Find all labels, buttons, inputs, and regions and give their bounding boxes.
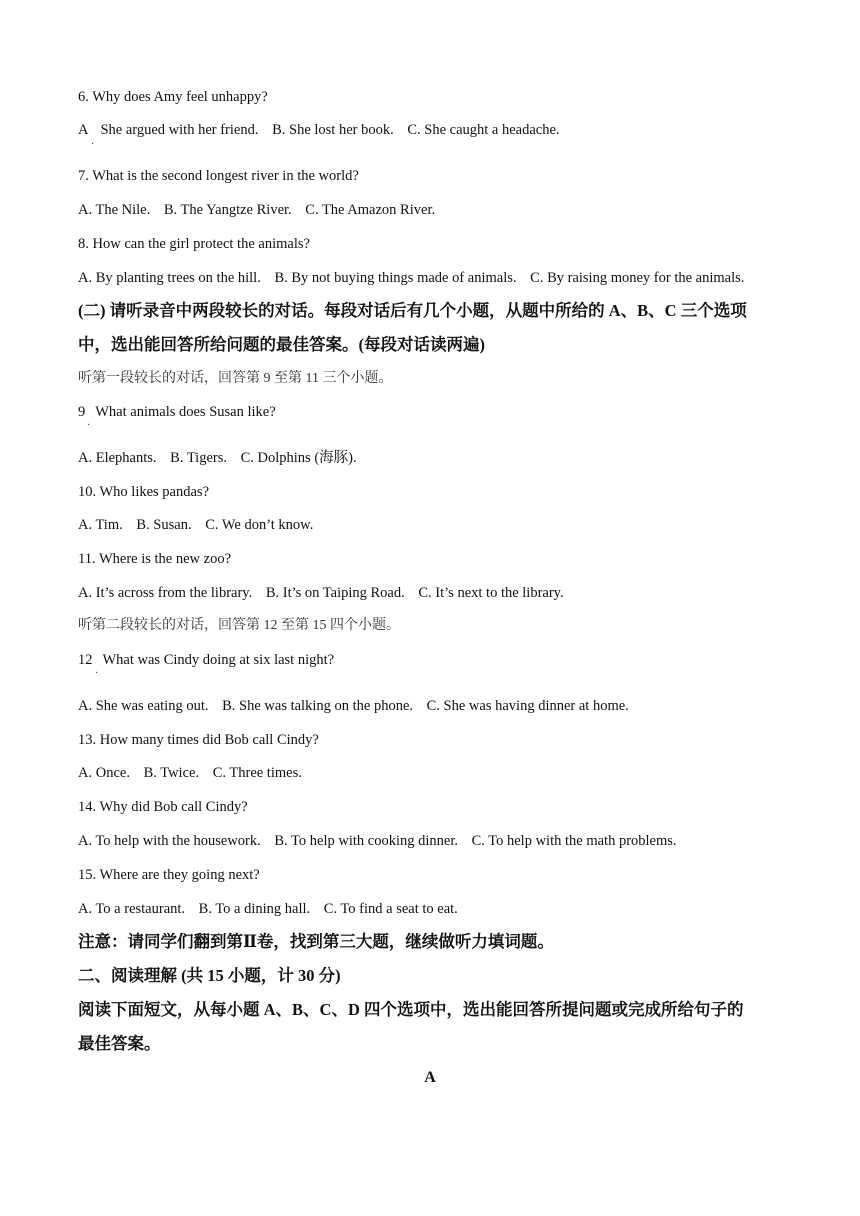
question-number: 12 [78,652,93,668]
question-12 [78,651,334,669]
question-number: 9 [78,404,86,420]
option-c: C. Dolphins (海豚). [240,450,357,466]
option-a: She argued with her friend. [100,122,259,138]
option-b: B. By not buying things made of animals. [274,270,517,286]
question-13-options [78,764,312,782]
option-prefix: A [78,122,89,138]
question-8: 8. How can the girl protect the animals? [78,236,310,252]
question-11: 11. Where is the new zoo? [78,551,232,567]
dialogue-2-note: 听第二段较长的对话，回答第 12 至第 15 四个小题。 [78,618,400,633]
question-12-options [78,697,639,715]
option-a: A. Elephants. [78,450,157,466]
dot-mark: · [91,139,95,150]
question-8-options [78,269,754,287]
question-14-options [78,832,687,850]
option-b: B. To a dining hall. [198,901,311,917]
option-c: C. She was having dinner at home. [426,698,629,714]
option-a: A. To help with the housework. [78,833,261,849]
question-15: 15. Where are they going next? [78,867,260,883]
option-b: B. Twice. [143,765,200,781]
option-a: A. By planting trees on the hill. [78,270,261,286]
question-9 [78,403,276,421]
dialogue-1-note: 听第一段较长的对话，回答第 9 至第 11 三个小题。 [78,371,393,386]
dot-mark: · [95,668,99,679]
option-b: B. The Yangtze River. [163,202,292,218]
question-10-options [78,516,323,534]
reading-section-title: 二、阅读理解 (共 15 小题，计 30 分) [78,966,341,985]
option-c: C. By raising money for the animals. [530,270,745,286]
option-b: B. Susan. [136,517,192,533]
question-15-options [78,900,468,918]
option-a: A. Tim. [78,517,123,533]
option-c: C. To find a seat to eat. [323,901,458,917]
option-b: B. It’s on Taiping Road. [265,585,405,601]
option-c: C. She caught a headache. [407,122,560,138]
option-a: A. The Nile. [78,202,151,218]
option-c: C. Three times. [212,765,302,781]
option-a: A. It’s across from the library. [78,585,253,601]
option-a: A. Once. [78,765,130,781]
option-c: C. To help with the math problems. [471,833,677,849]
question-7: 7. What is the second longest river in the world? [78,168,359,184]
question-7-options [78,201,445,219]
question-14: 14. Why did Bob call Cindy? [78,799,248,815]
question-text: What animals does Susan like? [95,404,276,420]
reading-instruction-line-1: 阅读下面短文，从每小题 A、B、C、D 四个选项中，选出能回答所提问题或完成所给句子的 [78,1000,744,1019]
question-9-options [78,449,367,467]
notice-text: 注意：请同学们翻到第Ⅱ卷，找到第三大题，继续做听力填词题。 [78,932,554,951]
passage-label: A [424,1069,436,1086]
option-b: B. She was talking on the phone. [222,698,414,714]
question-6-options [78,121,570,139]
question-text: What was Cindy doing at six last night? [102,652,335,668]
question-10: 10. Who likes pandas? [78,484,210,500]
option-c: C. The Amazon River. [305,202,436,218]
option-b: B. Tigers. [170,450,227,466]
dot-mark: · [87,420,91,431]
option-a: A. She was eating out. [78,698,209,714]
option-c: C. We don’t know. [205,517,314,533]
reading-instruction-line-2: 最佳答案。 [78,1034,161,1053]
option-c: C. It’s next to the library. [418,585,564,601]
option-b: B. She lost her book. [272,122,394,138]
option-a: A. To a restaurant. [78,901,186,917]
option-b: B. To help with cooking dinner. [274,833,458,849]
section-instructions-line-1: (二) 请听录音中两段较长的对话。每段对话后有几个小题，从题中所给的 A、B、C 三个选项 [78,301,747,320]
question-11-options [78,584,574,602]
section-instructions-line-2: 中，选出能回答所给问题的最佳答案。(每段对话读两遍) [78,335,485,354]
question-6: 6. Why does Amy feel unhappy? [78,89,268,105]
question-13: 13. How many times did Bob call Cindy? [78,732,319,748]
